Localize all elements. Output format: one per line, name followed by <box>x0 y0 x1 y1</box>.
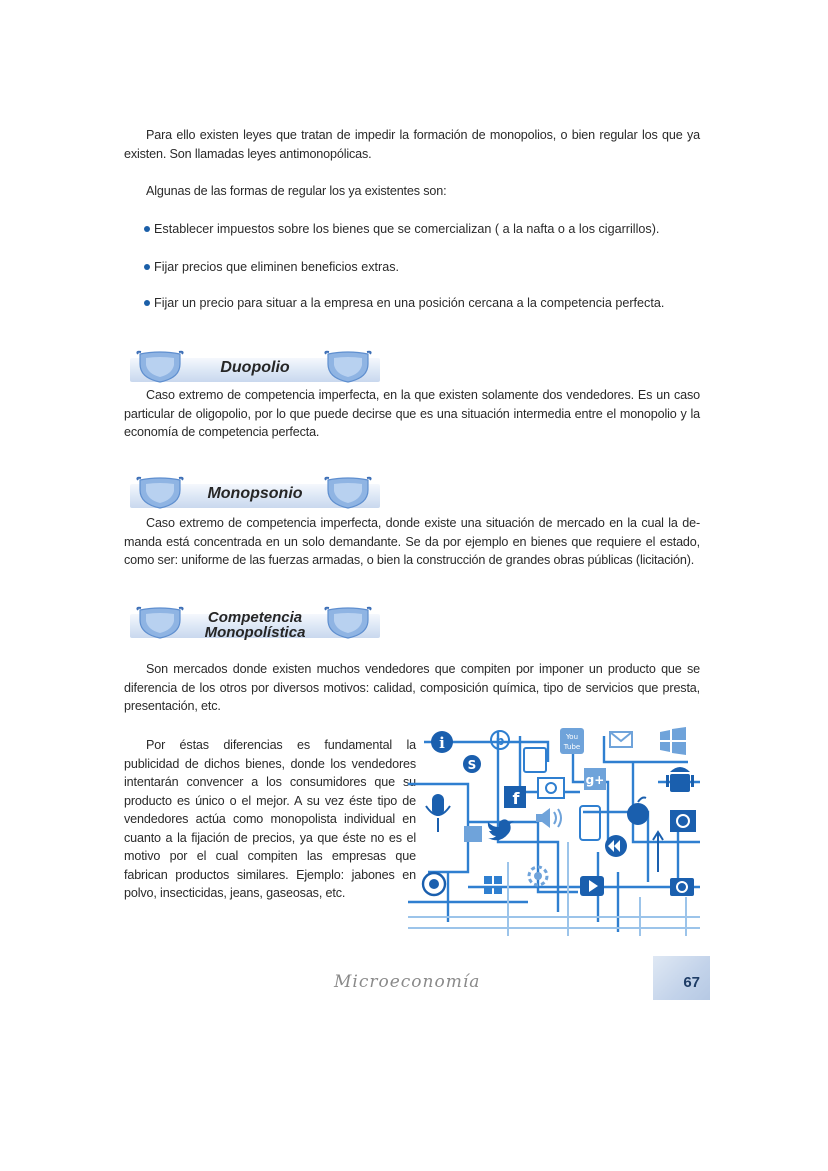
youtube-icon <box>560 728 584 754</box>
intro-lead: Algunas de las formas de regular los ya existentes son: <box>146 184 447 198</box>
page-number-box <box>653 956 710 1000</box>
section-title: Duopolio <box>220 359 290 376</box>
section-text-secondary: Por éstas diferencias es fundamental la publicidad de dichos bienes, donde los vendedores intentarán convencer a los consumidores que su producto es único o el mejor. A su vez éste tipo de vendedores actúa como monopolista individual en cuanto a la fijación de precios, ya que éste no es el motivo por el cual compiten las empresas que fabrican productos similares. Ejemplo: jabones en polvo, insecticidas, jeans, gaseosas, etc. <box>124 738 416 900</box>
shield-icon <box>136 606 184 640</box>
windows-icon <box>484 876 502 894</box>
microphone-icon <box>426 794 450 832</box>
section-banner-monopsonio <box>130 476 380 512</box>
bullet-item: Fijar precios que eliminen beneficios extras. <box>144 258 704 276</box>
svg-text:f: f <box>512 789 520 808</box>
intro-paragraph: Para ello existen leyes que tratan de impedir la formación de monopolios, o bien regular los que ya existen. Son llamadas leyes antimonopólicas. <box>124 128 700 161</box>
shield-icon <box>324 476 372 510</box>
bullet-item: Fijar un precio para situar a la empresa en una posición cercana a la competencia perfecta. <box>144 294 704 312</box>
windows-icon <box>660 727 686 755</box>
shield-icon <box>136 476 184 510</box>
svg-text:Tube: Tube <box>563 743 581 751</box>
speaker-icon <box>536 808 561 828</box>
android-icon <box>666 767 694 792</box>
section-banner-competencia-monopolistica <box>130 606 380 642</box>
section-title: Competencia Monopolística <box>204 609 306 641</box>
apple-icon <box>627 798 649 826</box>
camera-icon <box>670 810 696 832</box>
page-number: 67 <box>683 974 700 991</box>
bullet-dot-icon <box>144 226 150 232</box>
camera-icon <box>670 878 694 896</box>
tablet-icon <box>524 748 546 772</box>
svg-text:g+: g+ <box>585 773 605 787</box>
info-icon <box>431 731 453 753</box>
book-title-footer: Microeconomía <box>334 972 481 992</box>
skype-icon <box>463 755 481 773</box>
camera-icon <box>538 778 564 798</box>
bullet-dot-icon <box>144 264 150 270</box>
shield-icon <box>136 350 184 384</box>
facebook-icon <box>504 786 526 808</box>
google-plus-icon <box>584 768 606 790</box>
svg-text:i: i <box>439 734 445 752</box>
rss-icon <box>423 873 445 895</box>
section-text: Caso extremo de competencia imperfecta, en la que existen solamente dos vendedores. Es un caso particular de oligopolio, por lo que puede decirse que es una situación intermedia entre el monopolio y la economía de competencia perfecta. <box>124 388 700 439</box>
shield-icon <box>324 606 372 640</box>
mail-icon <box>610 732 632 747</box>
section-text: Son mercados donde existen muchos vendedores que compiten por imponer un producto que se diferencia de los otros por diversos motivos: calidad, composición química, tipo de servicios que presta, presentación, etc. <box>124 662 700 713</box>
play-icon <box>580 876 604 896</box>
rewind-icon <box>605 835 627 857</box>
section-title: Monopsonio <box>207 485 303 502</box>
section-text: Caso extremo de competencia imperfecta, donde existe una situación de mercado en la cual la de-manda está concentrada en un solo demandante. Se da por ejemplo en bienes que requiere el estado, como ser: uniforme de las fuerzas armadas, o bien la construcción de grandes obras públicas (licitación). <box>124 516 700 567</box>
svg-text:p: p <box>495 734 505 748</box>
shield-icon <box>324 350 372 384</box>
pinterest-icon <box>491 731 509 749</box>
svg-text:S: S <box>467 758 477 772</box>
svg-text:You: You <box>565 733 579 741</box>
bullet-dot-icon <box>144 300 150 306</box>
social-media-network-illustration <box>408 722 700 936</box>
section-banner-duopolio <box>130 350 380 386</box>
bullet-item: Establecer impuestos sobre los bienes que se comercializan ( a la nafta o a los cigarrillos). <box>144 220 704 238</box>
film-icon <box>464 826 482 842</box>
